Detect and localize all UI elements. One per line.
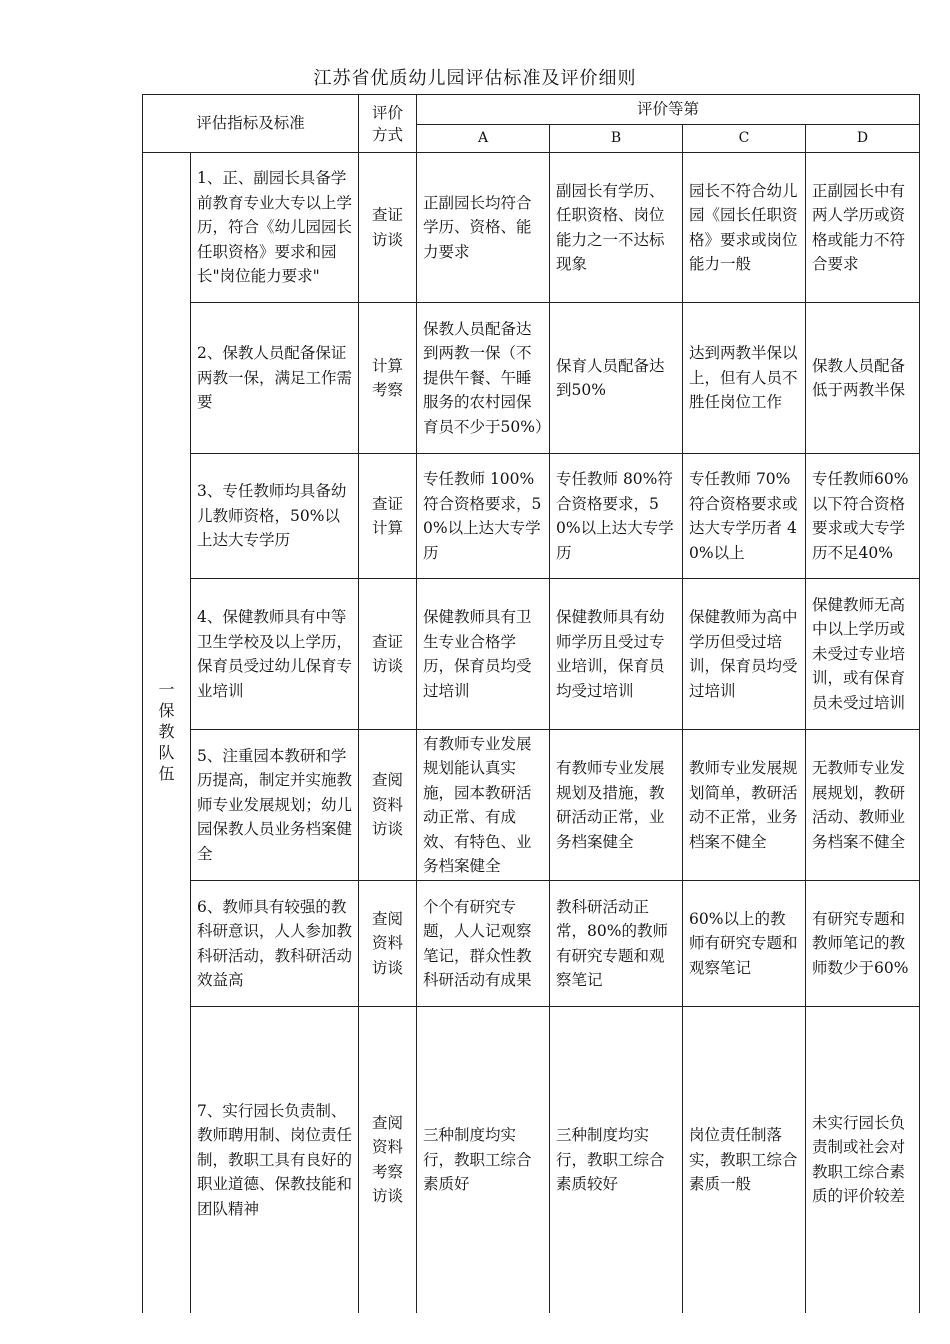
row-grade-c: 保健教师为高中学历但受过培训，保育员均受过培训 — [683, 579, 806, 730]
row-grade-b: 保育人员配备达到50% — [550, 303, 683, 454]
document-title: 江苏省优质幼儿园评估标准及评价细则 — [313, 68, 637, 89]
group-label-cell — [143, 153, 191, 1313]
header-level-d: D — [806, 125, 920, 153]
row-grade-d: 保教人员配备低于两教半保 — [806, 303, 920, 454]
row-method: 查证 计算 — [359, 454, 417, 579]
table-row — [143, 579, 920, 730]
table-row — [143, 153, 920, 303]
row-indicator: 2、保教人员配备保证两教一保，满足工作需要 — [191, 303, 359, 454]
row-grade-b: 教科研活动正常，80%的教师有研究专题和观察笔记 — [550, 881, 683, 1007]
row-indicator: 6、教师具有较强的教科研意识，人人参加教科研活动，教科研活动效益高 — [191, 881, 359, 1007]
header-grade: 评价等第 — [417, 95, 920, 125]
header-level-a: A — [417, 125, 550, 153]
row-method: 查阅 资料 考察 访谈 — [359, 1007, 417, 1313]
row-method: 计算 考察 — [359, 303, 417, 454]
row-grade-d: 有研究专题和教师笔记的教师数少于60% — [806, 881, 920, 1007]
group-label: 一 保 教 队 伍 — [158, 680, 175, 783]
row-method: 查证 访谈 — [359, 579, 417, 730]
row-grade-c: 达到两教半保以上，但有人员不胜任岗位工作 — [683, 303, 806, 454]
row-grade-c: 教师专业发展规划简单，教研活动不正常，业务档案不健全 — [683, 730, 806, 881]
row-grade-a: 保教人员配备达到两教一保（不提供午餐、午睡服务的农村园保育员不少于50%） — [417, 303, 550, 454]
row-indicator: 5、注重园本教研和学历提高，制定并实施教师专业发展规划；幼儿园保教人员业务档案健全 — [191, 730, 359, 881]
row-grade-c: 60%以上的教师有研究专题和观察笔记 — [683, 881, 806, 1007]
row-indicator: 4、保健教师具有中等卫生学校及以上学历，保育员受过幼儿保育专业培训 — [191, 579, 359, 730]
row-indicator: 7、实行园长负责制、教师聘用制、岗位责任制，教职工具有良好的职业道德、保教技能和团队精神 — [191, 1007, 359, 1313]
header-method: 评价 方式 — [359, 95, 417, 153]
row-grade-b: 专任教师 80%符合资格要求，50%以上达大专学历 — [550, 454, 683, 579]
row-grade-a: 专任教师 100%符合资格要求，50%以上达大专学历 — [417, 454, 550, 579]
header-level-b: B — [550, 125, 683, 153]
row-indicator: 1、正、副园长具备学前教育专业大专以上学历，符合《幼儿园园长任职资格》要求和园长"岗位能力要求" — [191, 153, 359, 303]
row-grade-a: 个个有研究专题，人人记观察笔记，群众性教科研活动有成果 — [417, 881, 550, 1007]
table-row — [143, 454, 920, 579]
row-grade-d: 未实行园长负责制或社会对教职工综合素质的评价较差 — [806, 1007, 920, 1313]
row-grade-b: 三种制度均实行，教职工综合素质较好 — [550, 1007, 683, 1313]
row-grade-a: 正副园长均符合学历、资格、能力要求 — [417, 153, 550, 303]
evaluation-table — [142, 94, 920, 1313]
row-grade-b: 有教师专业发展规划及措施，教研活动正常，业务档案健全 — [550, 730, 683, 881]
table-row — [143, 881, 920, 1007]
row-method: 查阅 资料 访谈 — [359, 730, 417, 881]
row-grade-c: 园长不符合幼儿园《园长任职资格》要求或岗位能力一般 — [683, 153, 806, 303]
row-grade-b: 保健教师具有幼师学历且受过专业培训，保育员均受过培训 — [550, 579, 683, 730]
row-method: 查阅 资料 访谈 — [359, 881, 417, 1007]
table-row — [143, 303, 920, 454]
row-grade-b: 副园长有学历、任职资格、岗位能力之一不达标现象 — [550, 153, 683, 303]
table-row — [143, 1007, 920, 1313]
row-grade-d: 无教师专业发展规划，教研活动、教师业务档案不健全 — [806, 730, 920, 881]
row-grade-d: 正副园长中有两人学历或资格或能力不符合要求 — [806, 153, 920, 303]
row-grade-a: 有教师专业发展规划能认真实施，园本教研活动正常、有成效、有特色、业务档案健全 — [417, 730, 550, 881]
row-grade-d: 专任教师60%以下符合资格要求或大专学历不足40% — [806, 454, 920, 579]
row-grade-c: 岗位责任制落实，教职工综合素质一般 — [683, 1007, 806, 1313]
header-level-c: C — [683, 125, 806, 153]
header-indicator: 评估指标及标准 — [143, 95, 359, 153]
row-grade-c: 专任教师 70%符合资格要求或达大专学历者 40%以上 — [683, 454, 806, 579]
row-grade-a: 三种制度均实行，教职工综合素质好 — [417, 1007, 550, 1313]
table-row — [143, 730, 920, 881]
row-method: 查证 访谈 — [359, 153, 417, 303]
row-grade-a: 保健教师具有卫生专业合格学历，保育员均受过培训 — [417, 579, 550, 730]
row-grade-d: 保健教师无高中以上学历或未受过专业培训，或有保育员未受过培训 — [806, 579, 920, 730]
row-indicator: 3、专任教师均具备幼儿教师资格，50%以上达大专学历 — [191, 454, 359, 579]
